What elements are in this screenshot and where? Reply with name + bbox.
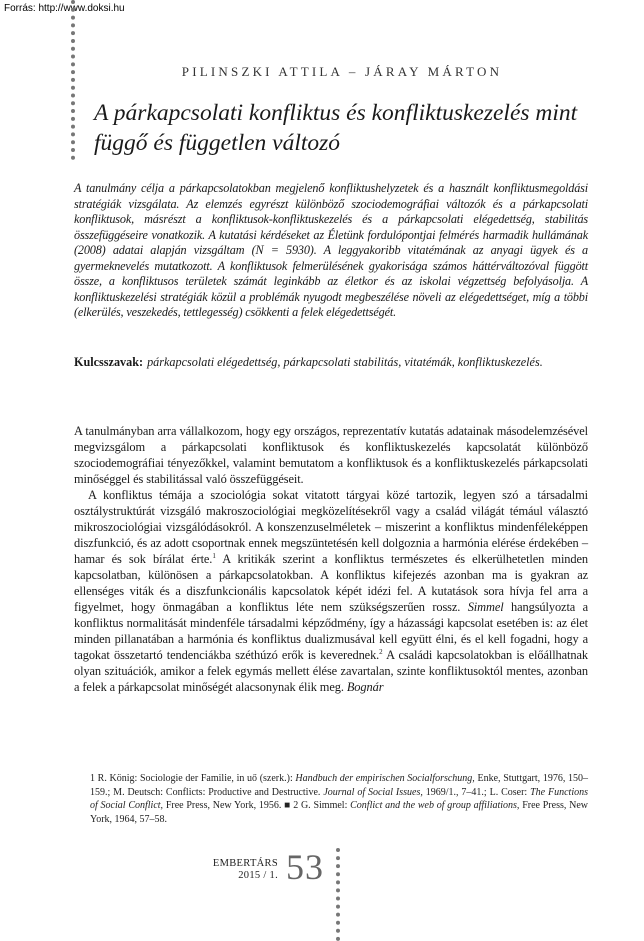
body-text: hangsúlyozta a konfliktus normalitását mindenféle társadalmi képződmény, így a házassági kapcsolat esetében is: az élet minden pillanatában a harmónia és konfliktus dualizmusával kell együtt élni, és el kell fogadni, hogy a tagokat összetartó tendenciákba széthúzó erők is keverednek. [74,600,588,662]
footnote-ref-1[interactable]: 1 [212,551,216,560]
author-name-bognar: Bognár [346,680,384,694]
article-title: A párkapcsolati konfliktus és konfliktuskezelés mint függő és független változó [94,100,578,156]
footnote-title: Conflict and the web of group affiliations, [350,800,520,811]
journal-name: EMBERTÁRS [212,858,278,869]
body-text: A családi kapcsolatokban is előállhatnak olyan szituációk, amikor a felek egymás mellett élése zavartalan, szinte konfliktusoktól mentes, azonban a felek a párkapcsolat minőségét alacsonynak élik meg. [74,648,588,694]
body-text: A konfliktus témája a szociológia sokat vitatott tárgyai közé tartozik, legyen szó a társadalmi osztálystruktúrát vizsgáló makroszociológiai megközelítésekről vagy a család világát témául választó mikroszociológiai vizsgálódásokról. A konszenzuselméletek – miszerint a konfliktus mindenféleképpen diszfunkció, és az adott csoportnak ennek megszüntetésén kell dolgoznia a harmónia elérése érdekében – hamar és sok bírálat érte. [74,488,588,566]
decorative-dotted-line-bottom [336,848,340,941]
decorative-dotted-line-top [71,0,75,160]
keywords-label: Kulcsszavak: [74,355,144,369]
keywords-text: párkapcsolati elégedettség, párkapcsolati stabilitás, vitatémák, konfliktuskezelés. [147,355,543,369]
body-text: A kritikák szerint a konfliktus természetes és elkerülhetetlen minden kapcsolatban, különösen a párkapcsolatokban. A konfliktus kifejezés azonban ma is gyakran az ellenséges viták és a diszfunkcionális kapcsolatok képét idézi fel. A kutatások sora hívja fel arra a figyelmet, hogy önmagában a konfliktus léte nem szükségszerűen rossz. [74,552,588,614]
footnote-title: The Functions of Social Conflict, [90,786,589,811]
footnotes [90,772,588,826]
journal-info [208,858,278,882]
footnote-title: Journal of Social Issues, [323,786,423,798]
footnote-text: 1969/1., 7–41.; L. Coser: [422,786,531,798]
author-name-simmel: Simmel [467,600,504,614]
body-paragraph-2 [74,487,588,695]
article-authors: PILINSZKI ATTILA – JÁRAY MÁRTON [181,64,503,79]
abstract: A tanulmány célja a párkapcsolatokban megjelenő konfliktushelyzetek és a használt konfliktusmegoldási stratégiák vizsgálata. Az elemzés egyrészt különböző szociodemográfiai változók és a párkapcsolati konfliktusok, másrészt a konfliktusok-konfliktuskezelés és a párkapcsolati elégedettség, stabilitás összefüggéseire vonatkozik. A kutatási kérdéseket az Életünk fordulópontjai felmérés harmadik hullámának (2008) adatai alapján vizsgáltam (N = 5930). A leggyakoribb vitatémának az anyagi ügyek és a gyermeknevelés mutatkozott. A konfliktusok felmerülésének gyakorisága számos háttérváltozóval függött össze, a konfliktusos területek számát leginkább az életkor és az iskolai végzettség befolyásolja. A konfliktuskezelési stratégiák közül a problémák nyugodt megbeszélése növeli az elégedettséget, míg a többi (elkerülés, veszekedés, tettlegesség) csökkenti a felek elégedettségét. [74,181,588,319]
keywords [74,355,588,371]
journal-issue: 2015 / 1. [238,870,278,881]
footnote-text: Free Press, New York, 1956. ■ 2 G. Simmel: [163,800,351,811]
page-number: 53 [286,847,324,887]
source-label: Forrás: http://www.doksi.hu [4,3,125,14]
footnote-text: Enke, Stuttgart, 1976, 150–159.; M. Deutsch: Conflicts: Productive and Destructive. [90,773,588,798]
footnote-text: 1 R. König: Sociologie der Familie, in uő (szerk.): [90,773,296,784]
body-paragraph-1: A tanulmányban arra vállalkozom, hogy egy országos, reprezentatív kutatás adatainak másodelemzésével megvizsgálom a párkapcsolati konfliktusok és konfliktuskezelés kapcsolatát különböző szociodemográfiai tényezőkkel, valamint bemutatom a konfliktusok és a konfliktuskezelés párkapcsolati minőséggel és stabilitással való összefüggéseit. [74,424,588,486]
footnote-title: Handbuch der empirischen Socialforschung, [295,773,475,784]
article-body [74,423,588,695]
footnote-text: Free Press, New York, 1964, 57–58. [90,800,589,825]
footnote-ref-2[interactable]: 2 [379,647,383,656]
